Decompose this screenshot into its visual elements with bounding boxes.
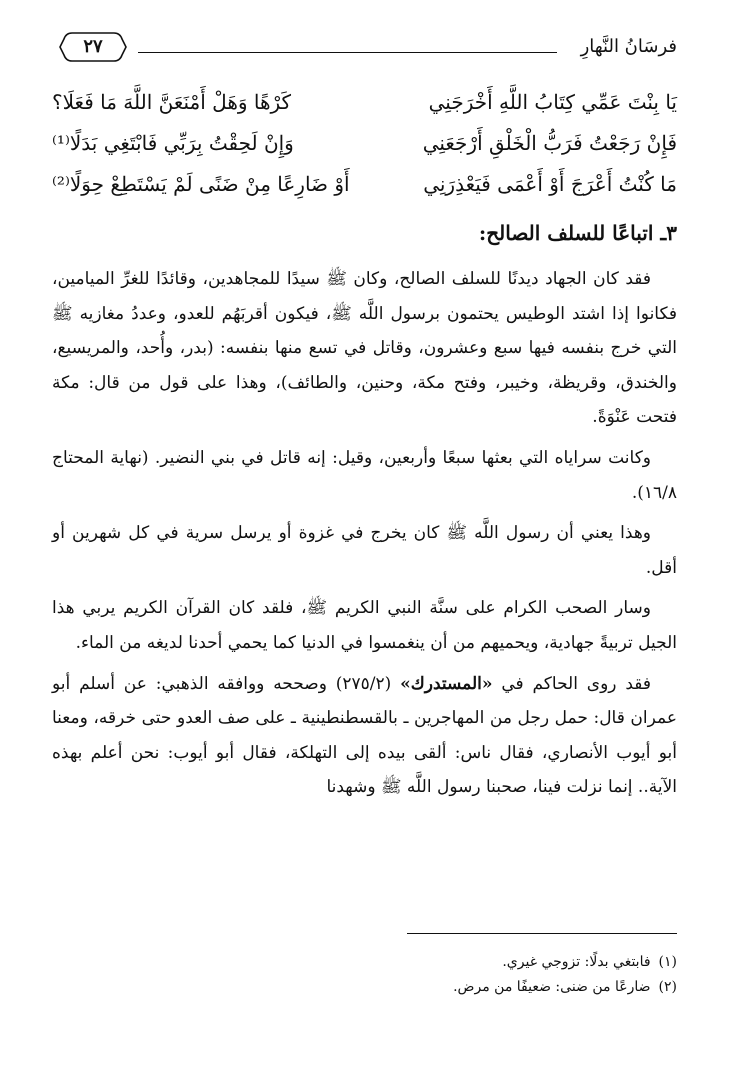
footnote-rule	[407, 933, 677, 934]
poem-verse	[52, 164, 677, 205]
paragraph	[52, 667, 677, 805]
footnote	[453, 975, 677, 1000]
verse-first-hemistich: فَإِنْ رَجَعْتُ فَرَبُّ الْخَلْقِ أَرْجَعَنِي	[422, 131, 677, 155]
page-number-frame	[58, 30, 128, 64]
paragraph-text: فقد روى الحاكم في	[492, 673, 651, 694]
poem	[52, 82, 677, 205]
poem-verse	[52, 123, 677, 164]
footnote-text: فابتغي بدلًا: تزوجي غيري.	[502, 954, 651, 970]
running-title: فرسَانُ النَّهارِ	[580, 36, 677, 57]
paragraph: فقد كان الجهاد ديدنًا للسلف الصالح، وكان ﷺ سيدًا للمجاهدين، وقائدًا للغرِّ الميامين، فكانوا إذا اشتد الوطيس يحتمون برسول اللَّه ﷺ، فيكون أقربَهُم للعدو، وعددُ مغازيه ﷺ التي خرج بنفسه فيها سبع وعشرون، وقاتل في تسع منها بنفسه: (بدر، وأُحد، والمريسيع، والخندق، وقريظة، وخيبر، وفتح مكة، وحنين، والطائف)، وهذا على قول من قال: مكة فتحت عَنْوَةً.	[52, 269, 677, 428]
verse-second-hemistich: أَوْ ضَارِعًا مِنْ ضَنًى لَمْ يَسْتَطِعْ حِوَلًا⁽²⁾	[52, 172, 350, 196]
page-number: ٢٧	[83, 36, 103, 57]
page-header	[58, 30, 677, 70]
header-rule	[138, 52, 557, 53]
body-text	[52, 262, 677, 805]
paragraph: وهذا يعني أن رسول اللَّه ﷺ كان يخرج في غزوة أو يرسل سرية في كل شهرين أو أقل.	[52, 523, 677, 578]
source-title: «المستدرك»	[400, 673, 493, 694]
footnote-number: (١)	[658, 954, 677, 970]
paragraph-text: (٢٧٥/٢) وصححه ووافقه الذهبي: عن أسلم أبو عمران قال: حمل رجل من المهاجرين ـ بالقسطنطينية ـ على صف العدو حتى خرقه، ومعنا أبو أيوب الأنصاري، فقال ناس: ألقى بيده إلى التهلكة، فقال أبو أيوب: نحن أعلم بهذه الآية.. إنما نزلت فينا، صحبنا رسول اللَّه ﷺ وشهدنا	[52, 673, 677, 798]
footnote-number: (٢)	[658, 979, 677, 995]
verse-second-hemistich: وَإِنْ لَحِقْتُ بِرَبِّي فَابْتَغِي بَدَلًا⁽¹⁾	[52, 131, 294, 155]
paragraph: وسار الصحب الكرام على سنَّة النبي الكريم ﷺ، فلقد كان القرآن الكريم يربي هذا الجيل تربيةً جهادية، ويحميهم من أن ينغمسوا في الدنيا كما يحمي أحدنا لديغه من الماء.	[52, 598, 677, 653]
verse-second-hemistich: كَرْهًا وَهَلْ أَمْنَعَنَّ اللَّهَ مَا فَعَلَا؟	[52, 90, 292, 114]
verse-first-hemistich: مَا كُنْتُ أَعْرَجَ أَوْ أَعْمَى فَيَعْذِرَنِي	[423, 172, 677, 196]
verse-first-hemistich: يَا بِنْتَ عَمِّي كِتَابُ اللَّهِ أَخْرَجَنِي	[428, 90, 677, 114]
footnotes	[453, 950, 677, 1000]
footnote	[453, 950, 677, 975]
footnote-text: ضارعًا من ضنى: ضعيفًا من مرض.	[453, 979, 651, 995]
poem-verse	[52, 82, 677, 123]
paragraph: وكانت سراياه التي بعثها سبعًا وأربعين، وقيل: إنه قاتل في بني النضير. (نهاية المحتاج ١٦/٨).	[52, 447, 677, 503]
section-heading: ٣ـ اتباعًا للسلف الصالح:	[478, 221, 677, 245]
